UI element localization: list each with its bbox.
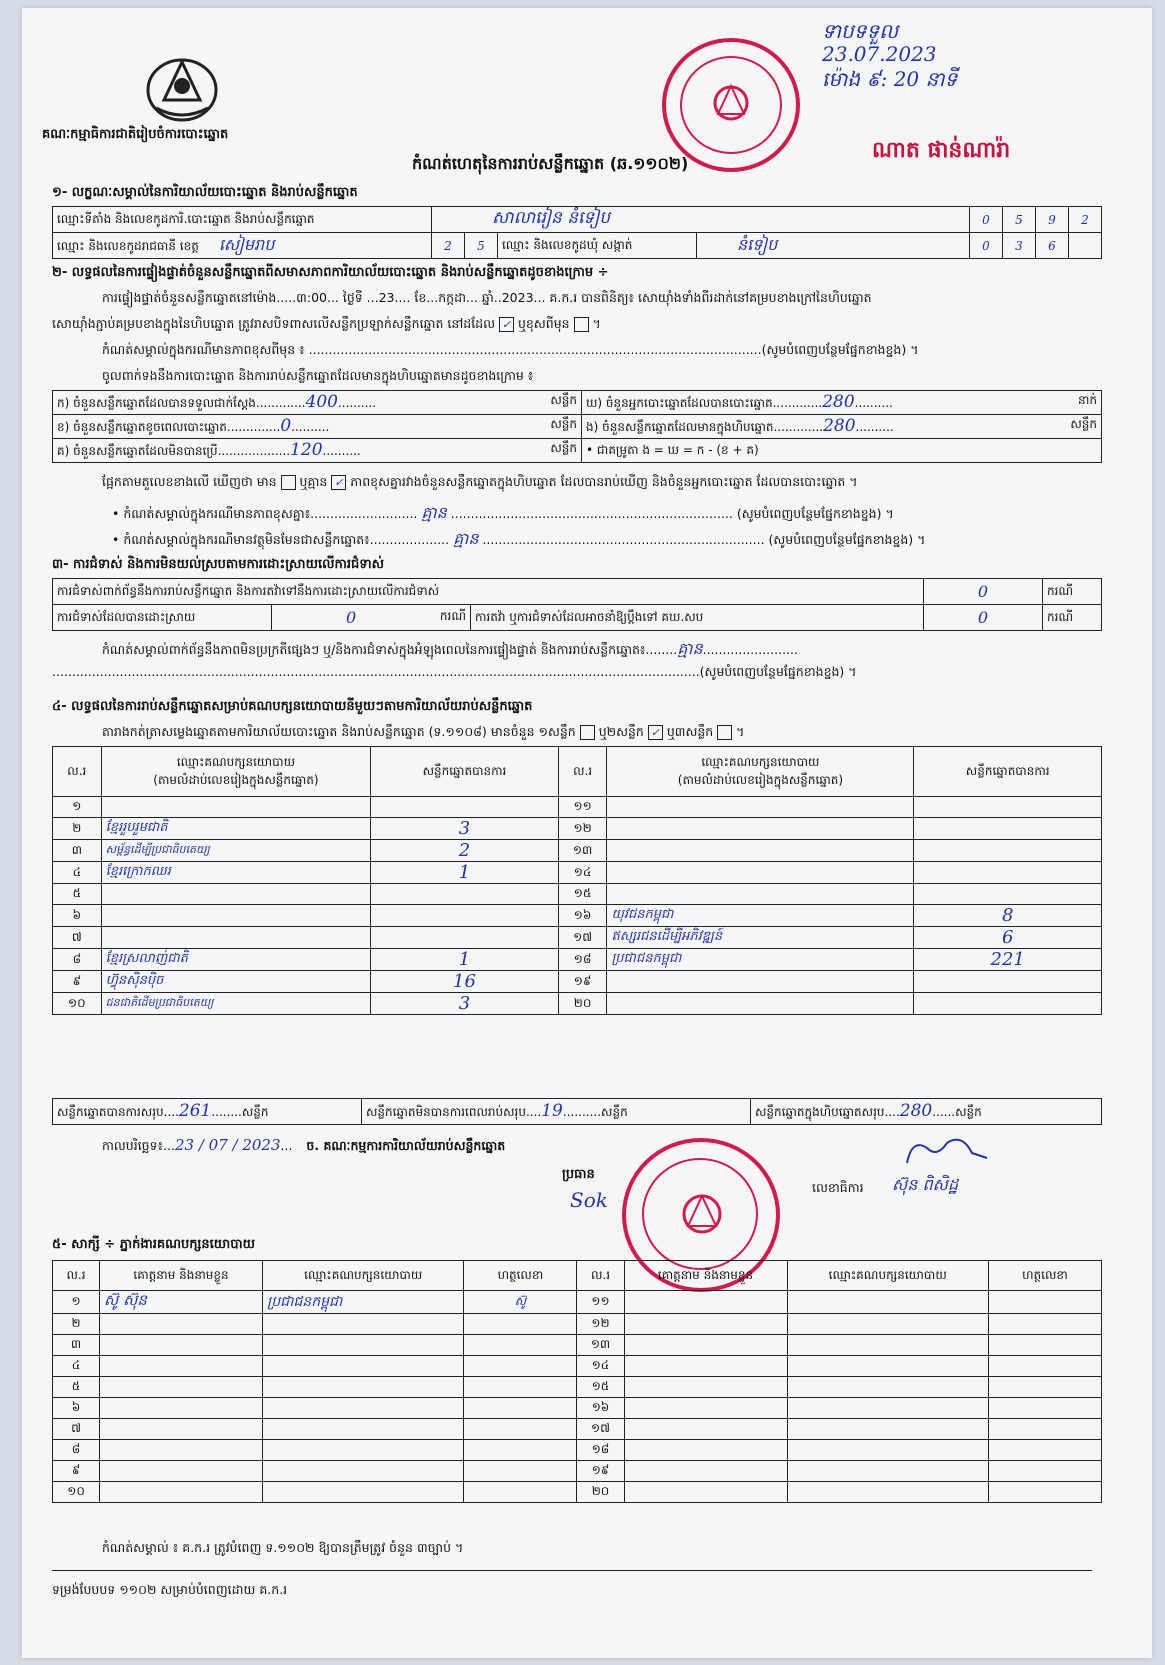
total-valid: សន្លឹកឆ្នោតបានការសរុប....261........សន្លឹក xyxy=(53,1099,362,1125)
date-line: កាលបរិច្ឆេទ៖...23 / 07 / 2023... ច. គណៈកម្មការការិយាល័យរាប់សន្លឹកឆ្នោត xyxy=(102,1136,506,1154)
receipt-note-1: ទាបទទួល xyxy=(822,19,899,43)
province-code-2: 5 xyxy=(465,233,498,259)
receiver-name-stamp: ណាត ផាន់ណារ៉ា xyxy=(872,138,1011,163)
checkbox-no-difference[interactable]: ✓ xyxy=(331,475,346,490)
checkbox-3-sheets[interactable] xyxy=(717,725,732,740)
objection-row-value: 0 xyxy=(924,579,1043,605)
table-row: ៣ ១៣ xyxy=(53,1335,1102,1356)
form-title: កំណត់ហេតុនៃការរាប់សន្លឹកឆ្នោត (ឆ.១១០២) xyxy=(412,154,689,173)
province-label: ឈ្មោះ និងលេខកូដរាជធានី ខេត្ត សៀមរាប xyxy=(53,233,432,259)
objection-note-suffix: ...................................................................................................................................................................(សូមបំពេញបន្ថែមផ្នែកខាងខ្នង) ។ xyxy=(52,664,857,679)
table-row: ៨ ១៨ xyxy=(53,1440,1102,1461)
appeal-label: ការតវ៉ា ឬការជំទាស់ដែលអាចនាំឱ្យប្តឹងទៅ គឃ.សប xyxy=(471,605,924,631)
form-page xyxy=(22,8,1152,1658)
chair-label: ប្រធាន xyxy=(562,1167,595,1182)
table-row: ៧ ១៧ ឥស្សរជនដើម្បីអភិវឌ្ឍន៍ 6 xyxy=(53,927,1102,949)
witness-table: ល.រ គោត្តនាម និងនាមខ្លួន ឈ្មោះគណបក្សនយោបាយ ហត្ថលេខា ល.រ គោត្តនាម និងនាមខ្លួន ឈ្មោះគណបក្សនយោបាយ ហត្ថលេខា ១ ស៊ូ ស៊ុន ប្រជាជនកម្ពុជា ស៊ូ ១១ ២ ១២ ៣ ១៣ ៤ ១៤ ៥ ១៥ ៦ ១៦ ៧ ១៧ ៨ ១៨ ៩ ១៩ ១០ ២០ xyxy=(52,1260,1102,1503)
table-row: ១ ១១ xyxy=(53,797,1102,818)
table-row: ៣ សម្ព័ន្ធដើម្បីប្រជាធិបតេយ្យ 2 ១៣ xyxy=(53,840,1102,862)
objection-row-unit: ករណី xyxy=(1043,579,1102,605)
ballots-in-box: ង) ចំនួនសន្លឹកឆ្នោតដែលមានក្នុងហិបឆ្នោត.............280.......... សន្លឹក xyxy=(582,415,1102,439)
section1-table xyxy=(52,206,1102,259)
footer-text: ទម្រង់បែបបទ ១១០២ សម្រាប់បំពេញដោយ គ.ក.រ xyxy=(52,1582,288,1597)
section2-note: កំណត់សម្គាល់ក្នុងករណីមានភាពខុសពីមុន ៖ ..................................................................................................................(សូមបំពេញបន្ថែមផ្នែកខាងខ្នង) ។ xyxy=(102,342,919,357)
checkbox-2-sheets[interactable]: ✓ xyxy=(648,725,663,740)
objection-table: ការជំទាស់ពាក់ព័ន្ធនឹងការរាប់សន្លឹកឆ្នោត និងការតវ៉ាទៅនឹងការដោះស្រាយលើការជំទាស់ 0 ករណី ការជំទាស់ដែលបានដោះស្រាយ 0 ករណី ការតវ៉ា ឬការជំទាស់ដែលអាចនាំឱ្យប្តឹងទៅ គឃ.សប 0 ករណី xyxy=(52,578,1102,631)
checkbox-same[interactable]: ✓ xyxy=(499,317,514,332)
seal-emblem-icon xyxy=(706,78,756,128)
secretary-signature-scribble-icon xyxy=(902,1133,992,1173)
footnote: កំណត់សម្គាល់ ៖ គ.ក.រ ត្រូវបំពេញ ទ.១១០២ ឱ្យបានត្រឹមត្រូវ ចំនួន ៣ច្បាប់ ។ xyxy=(102,1540,464,1555)
table-row: ៤ ខ្មែរក្រោកឈរ 1 ១៤ xyxy=(53,862,1102,884)
location-code-2: 5 xyxy=(1003,207,1036,233)
section3-heading: ៣- ការជំទាស់ និងការមិនយល់ស្របតាមការដោះស្រាយលើការជំទាស់ xyxy=(52,557,384,572)
section2-line2: សោយ៉ាំងភ្ជាប់គម្របខាងក្នុងនៃហិបឆ្នោត ត្រូវរាសបិទពាសលើសន្លឹកប្រឡាក់សន្លឹកឆ្នោត នៅដដែល ✓ ឬខុសពីមុន ។ xyxy=(52,316,601,331)
checkbox-has-difference[interactable] xyxy=(281,475,296,490)
province-code-1: 2 xyxy=(432,233,465,259)
table-row: ៧ ១៧ xyxy=(53,1419,1102,1440)
table-row: ៩ ហ៊្វុនស៊ិនប៉ិច 16 ១៩ xyxy=(53,971,1102,993)
section4-heading: ៤- លទ្ធផលនៃការរាប់សន្លឹកឆ្នោតសម្រាប់គណបក្សនយោបាយនីមួយៗតាមការិយាល័យរាប់សន្លឹកឆ្នោត xyxy=(52,699,533,714)
location-value: សាលារៀន នំទៀប xyxy=(432,207,970,233)
section5-heading: ៥- សាក្សី ÷ ភ្នាក់ងារគណបក្សនយោបាយ xyxy=(52,1237,255,1252)
commune-value: នំទៀប xyxy=(697,233,970,259)
location-code-4: 2 xyxy=(1069,207,1102,233)
table-row: ៤ ១៤ xyxy=(53,1356,1102,1377)
table-row: ១០ ជនជាតិដើមប្រជាធិបតេយ្យ 3 ២០ xyxy=(53,993,1102,1015)
section2-heading: ២- លទ្ធផលនៃការផ្ទៀងផ្ទាត់ចំនួនសន្លឹកឆ្នោតពីសមាសភាពការិយាល័យបោះឆ្នោត និងរាប់សន្លឹកឆ្នោតដូចខាងក្រោម ÷ xyxy=(52,265,609,280)
total-in-box: សន្លឹកឆ្នោតក្នុងហិបឆ្នោតសរុប....280......សន្លឹក xyxy=(751,1099,1102,1125)
appeal-value: 0 xyxy=(924,605,1043,631)
unused-ballots: គ) ចំនួនសន្លឹកឆ្នោតដែលមិនបានប្រើ...................120.......... សន្លឹក xyxy=(53,439,582,463)
non-ballot-note: • កំណត់សម្គាល់ក្នុងករណីមានវត្ថុមិនមែនជាសន្លឹកឆ្នោត៖.................... គ្មាន ....................................................................... (សូមបំពេញបន្ថែមផ្នែកខាងខ្នង) ។ xyxy=(112,529,926,548)
table-row: ១០ ២០ xyxy=(53,1482,1102,1503)
section4-intro: តារាងកត់ត្រាសម្លេងឆ្នោតតាមការិយាល័យបោះឆ្នោត និងរាប់សន្លឹកឆ្នោត (ទ.១១០៨) មានចំនួន ១សន្លឹក ឬ២សន្លឹក ✓ ឬ៣សន្លឹក ។ xyxy=(102,724,745,739)
table-row: ៥ ១៥ xyxy=(53,884,1102,905)
nec-logo-icon xyxy=(142,48,222,126)
totals-table xyxy=(52,1098,1102,1125)
footer-divider xyxy=(52,1570,1092,1571)
commune-code-1: 0 xyxy=(970,233,1003,259)
table-row: ៦ ១៦ xyxy=(53,1398,1102,1419)
seal-emblem-icon xyxy=(674,1186,730,1242)
commune-code-3: 6 xyxy=(1036,233,1069,259)
commune-label: ឈ្មោះ និងលេខកូដឃុំ សង្កាត់ xyxy=(498,233,697,259)
table-row: ២ ១២ xyxy=(53,1314,1102,1335)
receipt-note-3: ម៉ោង ៩: 20 នាទី xyxy=(822,67,958,91)
section2-line1: ការផ្ទៀងផ្ទាត់ចំនួនសន្លឹកឆ្នោតនៅម៉ោង.....៣:00... ថ្ងៃទី ...23.... ខែ...កក្កដា... ឆ្នាំ..2023... គ.ក.រ បានពិនិត្យ៖ សោយ៉ាំងទាំងពីរដាក់នៅគម្របខាងក្រៅនៃហិបឆ្នោត xyxy=(102,290,872,305)
ballot-count-table xyxy=(52,390,1102,463)
location-code-3: 9 xyxy=(1036,207,1069,233)
difference-check-line: ផ្អែកតាមតួលេខខាងលើ ឃើញថា មាន ឬគ្មាន ✓ ភាពខុសគ្នារវាងចំនួនសន្លឹកឆ្នោតក្នុងហិបឆ្នោត ដែលបានរាប់ឃើញ និងចំនួនអ្នកបោះឆ្នោត ដែលបានបោះឆ្នោត ។ xyxy=(102,474,858,489)
table-row: ៥ ១៥ xyxy=(53,1377,1102,1398)
resolved-label: ការជំទាស់ដែលបានដោះស្រាយ xyxy=(53,605,272,631)
objection-row-label: ការជំទាស់ពាក់ព័ន្ធនឹងការរាប់សន្លឹកឆ្នោត និងការតវ៉ាទៅនឹងការដោះស្រាយលើការជំទាស់ xyxy=(53,579,924,605)
province-value: សៀមរាប xyxy=(218,234,275,254)
party-results-table: ល.រ ឈ្មោះគណបក្សនយោបាយ (តាមលំដាប់លេខរៀងក្នុងសន្លឹកឆ្នោត) សន្លឹកឆ្នោតបានការ ល.រ ឈ្មោះគណបក្សនយោបាយ (តាមលំដាប់លេខរៀងក្នុងសន្លឹកឆ្នោត) សន្លឹកឆ្នោតបានការ ១ ១១ ២ ខ្មែររួបរួមជាតិ 3 ១២ ៣ សម្ព័ន្ធដើម្បីប្រជាធិបតេយ្យ 2 ១៣ ៤ ខ្មែរក្រោកឈរ 1 ១៤ ៥ ១៥ ៦ ១៦ យុវជនកម្ពុជា 8 ៧ ១៧ ឥស្សរជនដើម្បីអភិវឌ្ឍន៍ 6 ៨ ខ្មែរស្រលាញ់ជាតិ 1 ១៨ ប្រជាជនកម្ពុជា 221 ៩ ហ៊្វុនស៊ិនប៉ិច 16 ១៩ ១០ ជនជាតិដើមប្រជាធិបតេយ្យ 3 ២០ xyxy=(52,746,1102,1015)
total-invalid: សន្លឹកឆ្នោតមិនបានការពេលរាប់សរុប....19..........សន្លឹក xyxy=(362,1099,751,1125)
chair-signature: Sok xyxy=(570,1188,608,1212)
location-code-1: 0 xyxy=(970,207,1003,233)
table-row: ៦ ១៦ យុវជនកម្ពុជា 8 xyxy=(53,905,1102,927)
objection-note: កំណត់សម្គាល់ពាក់ព័ន្ធនឹងភាពមិនប្រក្រតីផ្សេងៗ ឬ/និងការជំទាស់ក្នុងអំឡុងពេលនៃការផ្ទៀងផ្ទាត់ និងការរាប់សន្លឹកឆ្នោត៖........គ្មាន........................ xyxy=(102,639,798,658)
checkbox-1-sheet[interactable] xyxy=(580,725,595,740)
table-row: ២ ខ្មែររួបរួមជាតិ 3 ១២ xyxy=(53,818,1102,840)
table-row: ៩ ១៩ xyxy=(53,1461,1102,1482)
checkbox-different[interactable] xyxy=(574,317,589,332)
received-ballots: ក) ចំនួនសន្លឹកឆ្នោតដែលបានទទួលជាក់ស្តែង.............400.......... សន្លឹក xyxy=(53,391,582,415)
table-row: ៨ ខ្មែរស្រលាញ់ជាតិ 1 ១៨ ប្រជាជនកម្ពុជា 221 xyxy=(53,949,1102,971)
difference-note: • កំណត់សម្គាល់ក្នុងករណីមានភាពខុសគ្នា៖........................... គ្មាន ....................................................................... (សូមបំពេញបន្ថែមផ្នែកខាងខ្នង) ។ xyxy=(112,503,894,522)
spoiled-ballots: ខ) ចំនួនសន្លឹកឆ្នោតខូចពេលបោះឆ្នោត..............0.......... សន្លឹក xyxy=(53,415,582,439)
authority-name: គណៈកម្មាធិការជាតិរៀបចំការបោះឆ្នោត xyxy=(42,127,229,142)
formula-note: • ជាគម្រូតា ង = ឃ = ក - (ខ + គ) xyxy=(582,439,1102,463)
secretary-signature: ស៊ុន ពិសិដ្ឋ xyxy=(892,1175,959,1194)
location-label: ឈ្មោះទីតាំង និងលេខកូដការិ.បោះឆ្នោត និងរាប់សន្លឹកឆ្នោត xyxy=(53,207,432,233)
receipt-note-2: 23.07.2023 xyxy=(822,42,937,66)
official-seal-top xyxy=(662,38,800,172)
section1-heading: ១- លក្ខណៈសម្គាល់នៃការិយាល័យបោះឆ្នោត និងរាប់សន្លឹកឆ្នោត xyxy=(52,185,358,200)
section2-intro: ចូលពាក់ទងនឹងការបោះឆ្នោត និងការរាប់សន្លឹកឆ្នោតដែលមានក្នុងហិបឆ្នោតមានដូចខាងក្រោម ៖ xyxy=(102,368,534,383)
table-row: ១ ស៊ូ ស៊ុន ប្រជាជនកម្ពុជា ស៊ូ ១១ xyxy=(53,1291,1102,1314)
commune-code-2: 3 xyxy=(1003,233,1036,259)
secretary-label: លេខាធិការ xyxy=(812,1180,864,1195)
voters-voted: ឃ) ចំនួនអ្នកបោះឆ្នោតដែលបានបោះឆ្នោត.............280.......... នាក់ xyxy=(582,391,1102,415)
resolved-value: 0 xyxy=(346,608,357,627)
